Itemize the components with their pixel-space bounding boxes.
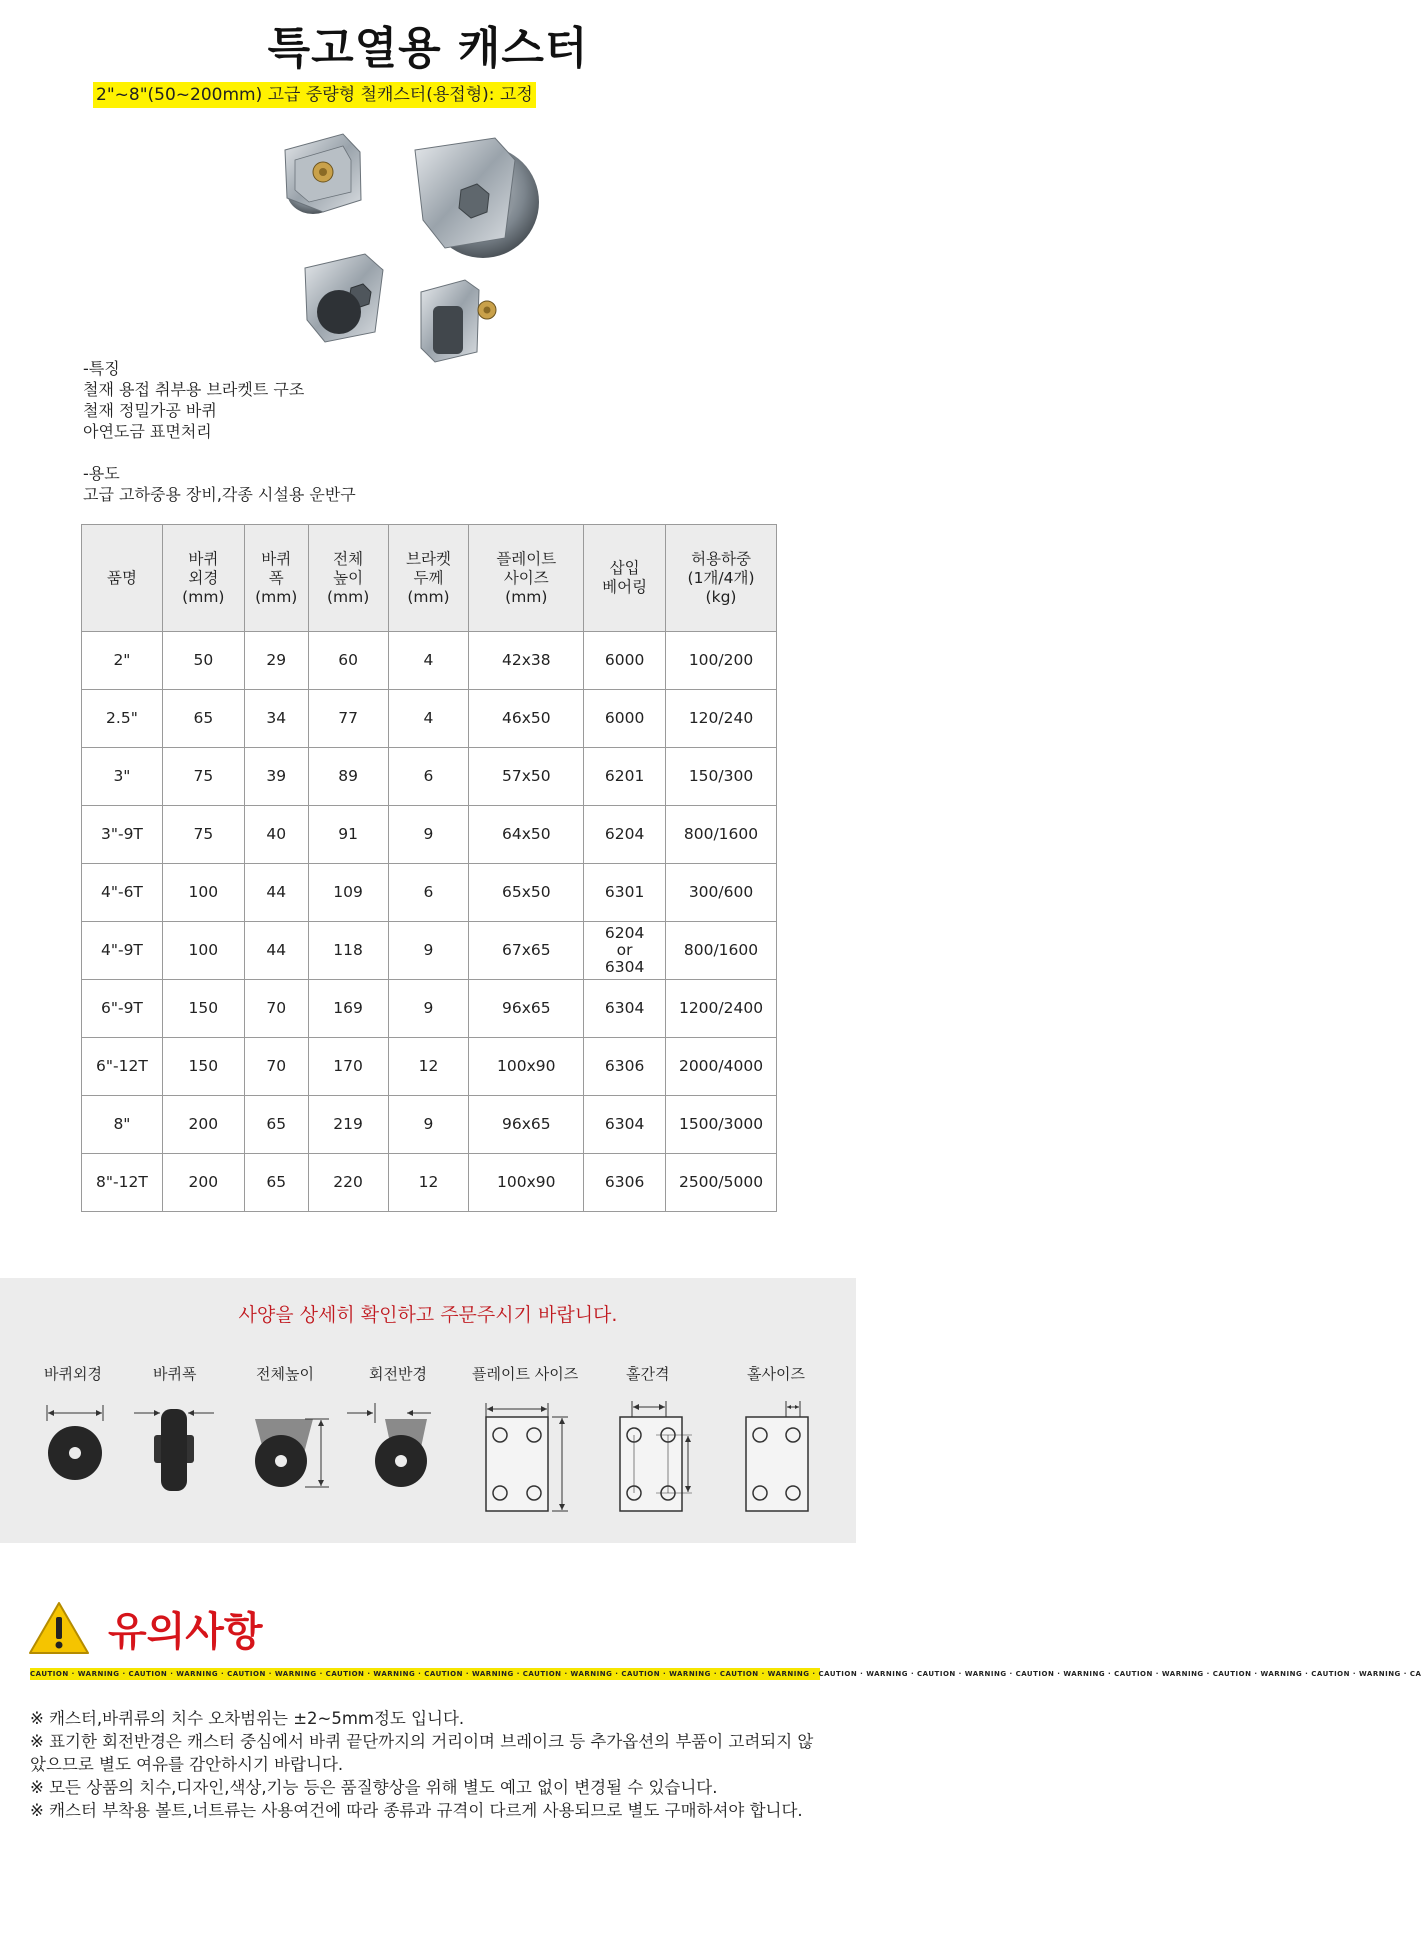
plate-size-icon (478, 1395, 570, 1515)
table-row (82, 632, 777, 690)
table-cell: 169 (308, 980, 388, 1038)
table-cell: 60 (308, 632, 388, 690)
table-cell: 6204 (584, 806, 666, 864)
table-cell: 118 (308, 922, 388, 980)
swivel-radius-icon (345, 1395, 435, 1495)
product-subtitle: 2"~8"(50~200mm) 고급 중량형 철캐스터(용접형): 고정 (93, 82, 536, 108)
table-cell: 109 (308, 864, 388, 922)
table-row (82, 922, 777, 980)
table-cell: 64x50 (469, 806, 584, 864)
model-cell: 4"-6T (82, 864, 163, 922)
table-cell: 70 (244, 980, 308, 1038)
table-cell: 6306 (584, 1038, 666, 1096)
caster-photo (265, 120, 605, 375)
table-cell: 9 (388, 1096, 469, 1154)
model-cell: 6"-9T (82, 980, 163, 1038)
table-cell: 65x50 (469, 864, 584, 922)
table-cell: 6204 or 6304 (584, 922, 666, 980)
table-cell: 42x38 (469, 632, 584, 690)
column-header: 허용하중 (1개/4개) (kg) (666, 525, 777, 632)
features-spacer (83, 442, 356, 463)
table-cell: 46x50 (469, 690, 584, 748)
guide-label: 홀간격 (626, 1365, 670, 1383)
notice-item: ※ 모든 상품의 치수,디자인,색상,기능 등은 품질향상을 위해 별도 예고 없이 변경될 수 있습니다. (30, 1778, 718, 1797)
table-cell: 40 (244, 806, 308, 864)
notice-item: ※ 캐스터,바퀴류의 치수 오차범위는 ±2~5mm정도 입니다. (30, 1709, 465, 1728)
hole-spacing-icon (616, 1395, 706, 1515)
table-cell: 200 (162, 1154, 244, 1212)
table-cell: 6 (388, 748, 469, 806)
table-cell: 6 (388, 864, 469, 922)
warning-triangle-icon (28, 1600, 90, 1656)
features-line: 철재 용접 취부용 브라켓트 구조 (83, 380, 305, 399)
table-row (82, 1096, 777, 1154)
notice-list (30, 1707, 820, 1822)
column-header: 품명 (82, 525, 163, 632)
table-cell: 6000 (584, 690, 666, 748)
features-line: 아연도금 표면처리 (83, 422, 212, 441)
table-cell: 12 (388, 1038, 469, 1096)
features-line: 고급 고하중용 장비,각종 시설용 운반구 (83, 485, 356, 504)
guide-label: 홀사이즈 (747, 1365, 805, 1383)
guide-label: 전체높이 (256, 1365, 314, 1383)
model-cell: 4"-9T (82, 922, 163, 980)
table-row (82, 980, 777, 1038)
table-cell: 300/600 (666, 864, 777, 922)
table-cell: 100x90 (469, 1154, 584, 1212)
table-cell: 89 (308, 748, 388, 806)
table-cell: 91 (308, 806, 388, 864)
table-header-row (82, 525, 777, 632)
column-header: 바퀴 외경 (mm) (162, 525, 244, 632)
guide-label: 플레이트 사이즈 (472, 1365, 579, 1383)
table-cell: 70 (244, 1038, 308, 1096)
table-cell: 39 (244, 748, 308, 806)
table-cell: 75 (162, 748, 244, 806)
features-line: 철재 정밀가공 바퀴 (83, 401, 217, 420)
table-row (82, 1038, 777, 1096)
table-cell: 6304 (584, 980, 666, 1038)
table-cell: 150 (162, 1038, 244, 1096)
table-cell: 6000 (584, 632, 666, 690)
model-cell: 2" (82, 632, 163, 690)
guide-label: 바퀴폭 (153, 1365, 197, 1383)
column-header: 브라켓 두께 (mm) (388, 525, 469, 632)
table-cell: 1500/3000 (666, 1096, 777, 1154)
table-cell: 75 (162, 806, 244, 864)
model-cell: 6"-12T (82, 1038, 163, 1096)
table-cell: 34 (244, 690, 308, 748)
model-cell: 3" (82, 748, 163, 806)
table-cell: 100x90 (469, 1038, 584, 1096)
table-cell: 800/1600 (666, 806, 777, 864)
table-cell: 96x65 (469, 1096, 584, 1154)
wheel-diameter-icon (40, 1395, 110, 1495)
notice-item: ※ 표기한 회전반경은 캐스터 중심에서 바퀴 끝단까지의 거리이며 브레이크 등 추가옵션의 부품이 고려되지 않았으므로 별도 여유를 감안하시기 바랍니다. (30, 1732, 814, 1774)
table-cell: 100 (162, 864, 244, 922)
model-cell: 8"-12T (82, 1154, 163, 1212)
table-cell: 200 (162, 1096, 244, 1154)
wheel-width-icon (132, 1395, 216, 1495)
table-cell: 120/240 (666, 690, 777, 748)
table-cell: 29 (244, 632, 308, 690)
notice-item: ※ 캐스터 부착용 볼트,너트류는 사용여건에 따라 종류과 규격이 다르게 사용되므로 별도 구매하셔야 합니다. (30, 1801, 803, 1820)
table-cell: 2500/5000 (666, 1154, 777, 1212)
table-cell: 800/1600 (666, 922, 777, 980)
column-header: 바퀴 폭 (mm) (244, 525, 308, 632)
table-cell: 67x65 (469, 922, 584, 980)
guide-message: 사양을 상세히 확인하고 주문주시기 바랍니다. (238, 1304, 618, 1326)
product-features (83, 358, 356, 505)
table-cell: 96x65 (469, 980, 584, 1038)
features-line: -특징 (83, 359, 120, 378)
table-cell: 44 (244, 864, 308, 922)
table-cell: 77 (308, 690, 388, 748)
table-cell: 150/300 (666, 748, 777, 806)
spec-table (81, 524, 777, 1212)
table-cell: 4 (388, 632, 469, 690)
table-cell: 57x50 (469, 748, 584, 806)
table-cell: 1200/2400 (666, 980, 777, 1038)
table-cell: 65 (244, 1154, 308, 1212)
table-cell: 9 (388, 806, 469, 864)
column-header: 플레이트 사이즈 (mm) (469, 525, 584, 632)
table-cell: 12 (388, 1154, 469, 1212)
table-cell: 6201 (584, 748, 666, 806)
table-cell: 220 (308, 1154, 388, 1212)
table-cell: 9 (388, 980, 469, 1038)
model-cell: 2.5" (82, 690, 163, 748)
hole-size-icon (742, 1395, 822, 1515)
table-cell: 170 (308, 1038, 388, 1096)
caution-strip: CAUTION · WARNING · CAUTION · WARNING · CAUTION · WARNING · CAUTION · WARNING · CAUTION · WARNING · CAUTION · WARNING · CAUTION · WARNING · CAUTION · WARNING · CAUTION · WARNING · CAUTION · WARNING · CAUTION · WARNING · CAUTION · WARNING · CAUTION · WARNING · CAUTION · WARNING · CA (30, 1670, 1421, 1678)
model-cell: 3"-9T (82, 806, 163, 864)
column-header: 삽입 베어링 (584, 525, 666, 632)
table-cell: 100 (162, 922, 244, 980)
features-line: -용도 (83, 464, 120, 483)
guide-label: 회전반경 (369, 1365, 427, 1383)
page-title: 특고열용 캐스터 (267, 23, 589, 74)
table-cell: 65 (244, 1096, 308, 1154)
table-cell: 6304 (584, 1096, 666, 1154)
column-header: 전체 높이 (mm) (308, 525, 388, 632)
table-cell: 100/200 (666, 632, 777, 690)
table-row (82, 690, 777, 748)
table-row (82, 864, 777, 922)
table-cell: 2000/4000 (666, 1038, 777, 1096)
notice-title: 유의사항 (108, 1609, 263, 1655)
guide-label: 바퀴외경 (44, 1365, 102, 1383)
table-cell: 65 (162, 690, 244, 748)
table-row (82, 748, 777, 806)
table-row (82, 806, 777, 864)
table-cell: 150 (162, 980, 244, 1038)
table-cell: 4 (388, 690, 469, 748)
table-cell: 6301 (584, 864, 666, 922)
table-cell: 6306 (584, 1154, 666, 1212)
model-cell: 8" (82, 1096, 163, 1154)
table-cell: 50 (162, 632, 244, 690)
table-row (82, 1154, 777, 1212)
table-cell: 9 (388, 922, 469, 980)
table-cell: 219 (308, 1096, 388, 1154)
table-cell: 44 (244, 922, 308, 980)
total-height-icon (249, 1395, 333, 1495)
